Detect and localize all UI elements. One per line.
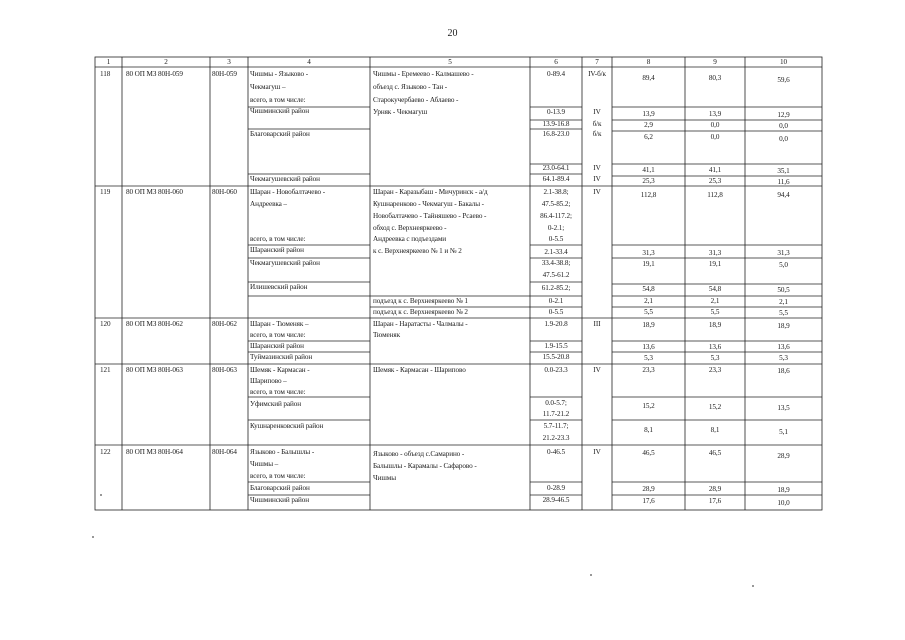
row-120-km: 1.9-20.8 <box>544 320 568 328</box>
page-number: 20 <box>447 28 458 39</box>
row-119-route-line-4: обход с. Верхнеяркеево - <box>373 224 447 232</box>
row-119-sub-4-col-10: 2,1 <box>779 298 788 306</box>
row-121-sub-1-col-10: 13,5 <box>777 404 790 412</box>
scan-speck <box>590 574 592 576</box>
row-119-col-9: 112,8 <box>707 191 723 199</box>
row-121-number: 121 <box>100 366 111 374</box>
row-119-sub-3-km: 61.2-85.2; <box>541 284 571 292</box>
row-121-sub-1-col-9: 15,2 <box>708 403 722 411</box>
row-119-sub-1-col-9: 31,3 <box>708 249 722 257</box>
row-120-col-10: 18,9 <box>777 322 790 330</box>
row-122-sub-1-km: 0-28.9 <box>547 484 565 492</box>
row-122-sub-2-col-9: 17,6 <box>708 497 722 505</box>
header-col-5: 5 <box>448 58 452 66</box>
row-122-category: IV <box>593 448 601 456</box>
row-120-col-8: 18,9 <box>642 321 655 329</box>
row-119-col-8: 112,8 <box>640 191 657 199</box>
row-122-sub-2-district: Чишминский район <box>250 496 309 504</box>
row-118-sub-4-km: 23.0-64.1 <box>542 164 570 172</box>
row-118-sub-3-col-9: 0,0 <box>710 133 720 141</box>
row-118-route-line-3: Старокучербаево - Аблаево - <box>373 96 459 104</box>
row-118-sub-5-district: Чекмагушевский район <box>250 175 320 183</box>
row-118-sub-2-col-10: 0,0 <box>779 122 788 130</box>
row-119-sub-2-district: Чекмагушевский район <box>250 259 320 267</box>
row-118-sub-5-category: IV <box>593 175 601 183</box>
row-121-sub-1-district: Уфимский район <box>250 400 301 408</box>
row-118-route-line-1: Чишмы - Еремеево - Калмашево - <box>373 70 474 78</box>
row-122-sub-2-col-10: 10,0 <box>777 499 790 507</box>
row-119-id: 80 ОП МЗ 80Н-060 <box>126 188 183 196</box>
row-119-sub-1-col-8: 31,3 <box>642 249 655 257</box>
row-121-sub-2-col-9: 8,1 <box>710 426 720 434</box>
row-122-code: 80Н-064 <box>212 448 237 456</box>
row-122-route-line-2: Балышлы - Карамалы - Сафарово - <box>373 462 477 470</box>
row-121-col-10: 18,6 <box>777 367 790 375</box>
row-119-sub-5-col-8: 5,5 <box>644 308 653 316</box>
row-120-sub-2-col-9: 5,3 <box>710 354 720 362</box>
row-120-sub-1-col-10: 13,6 <box>777 343 790 351</box>
row-122-col-9: 46,5 <box>708 449 722 457</box>
row-121-name-line-2: Шарипово – <box>250 377 287 385</box>
row-121-category: IV <box>593 366 601 374</box>
row-119-km-line-1: 2.1-38.8; <box>543 188 569 196</box>
row-122-sub-1-col-9: 28,9 <box>708 485 722 493</box>
row-120-name-line-1: Шаран - Тюменяк – <box>250 320 309 328</box>
row-122-sub-1-district: Благоварский район <box>250 484 310 492</box>
row-118-sub-1-category: IV <box>593 108 601 116</box>
row-119-sub-5-district: подъезд к с. Верхнеяркеево № 2 <box>373 308 468 316</box>
row-119-sub-4-col-8: 2,1 <box>644 297 653 305</box>
row-118-sub-5-col-8: 25,3 <box>642 177 655 185</box>
row-118-sub-2-category: б/к <box>592 120 602 128</box>
row-119-sub-1-km: 2.1-33.4 <box>544 248 568 256</box>
row-118-sub-4-category: IV <box>593 164 601 172</box>
row-120-number: 120 <box>100 320 111 328</box>
row-121-sub-2-col-10: 5,1 <box>779 428 788 436</box>
row-121-code: 80Н-063 <box>212 366 237 374</box>
row-119-route-line-6: к с. Верхнеяркеево № 1 и № 2 <box>373 247 462 255</box>
row-120-sub-1-col-9: 13,6 <box>708 343 722 351</box>
row-118-route-line-4: Урняк - Чекмагуш <box>373 108 428 116</box>
row-119-name-line-1: Шаран - Новобалтачево - <box>250 188 326 196</box>
row-122-name-line-1: Языково - Балышлы - <box>250 448 315 456</box>
row-121-sub-1-km-line-2: 11.7-21.2 <box>542 410 570 418</box>
row-120-sub-1-km: 1.9-15.5 <box>544 342 568 350</box>
row-119-sub-2-col-9: 19,1 <box>708 260 722 268</box>
header-col-3: 3 <box>227 58 231 66</box>
row-118-sub-5-col-10: 11,6 <box>777 178 790 186</box>
row-118-sub-1-col-8: 13,9 <box>642 110 655 118</box>
row-121-sub-2-km-line-1: 5.7-11.7; <box>543 422 569 430</box>
row-118-sub-4-col-10: 35,1 <box>777 167 790 175</box>
row-119-sub-1-district: Шаранский район <box>250 246 304 254</box>
row-119-sub-2-col-8: 19,1 <box>642 260 655 268</box>
row-119-route-line-3: Новобалтачево - Тайняшево - Рсаево - <box>373 212 487 220</box>
header-col-2: 2 <box>164 58 168 66</box>
row-120-sub-2-km: 15.5-20.8 <box>542 353 570 361</box>
row-119-sub-4-km: 0-2.1 <box>548 297 564 305</box>
scan-speck <box>752 585 754 587</box>
row-121-sub-2-col-8: 8,1 <box>644 426 653 434</box>
row-120-sub-2-col-10: 5,3 <box>779 354 788 362</box>
row-118-name-line-2: Чекмагуш – <box>250 83 286 91</box>
header-col-7: 7 <box>595 58 599 66</box>
header-col-8: 8 <box>646 58 651 66</box>
row-122-km: 0-46.5 <box>547 448 565 456</box>
row-119-sub-4-district: подъезд к с. Верхнеяркеево № 1 <box>373 297 468 305</box>
row-119-sub-5-km: 0-5.5 <box>548 308 564 316</box>
row-122-sub-1-col-8: 28,9 <box>642 485 655 493</box>
row-120-code: 80Н-062 <box>212 320 237 328</box>
row-118-sub-4-col-9: 41,1 <box>708 166 722 174</box>
row-119-number: 119 <box>100 188 111 196</box>
row-119-route-line-2: Кушнаренково - Чекмагуш - Бакалы - <box>373 200 484 208</box>
row-120-route-line-2: Тюменяк <box>373 331 400 339</box>
row-122-col-8: 46,5 <box>642 449 655 457</box>
row-120-name-line-2: всего, в том числе: <box>250 331 306 339</box>
row-120-category: III <box>593 320 601 328</box>
row-118-sub-3-km: 16.8-23.0 <box>542 130 570 138</box>
row-119-route-line-5: Андреевка с подъездами <box>373 235 447 243</box>
row-118-sub-1-col-9: 13,9 <box>708 110 722 118</box>
row-118-sub-4-col-8: 41,1 <box>642 166 655 174</box>
header-col-9: 9 <box>713 58 717 66</box>
row-122-sub-2-col-8: 17,6 <box>642 497 655 505</box>
row-122-name-line-2: Чишмы – <box>250 460 279 468</box>
row-118-col-10: 59,6 <box>777 76 790 84</box>
row-119-col-10: 94,4 <box>777 191 790 199</box>
row-118-sub-3-col-10: 0,0 <box>779 135 788 143</box>
row-118-sub-1-col-10: 12,9 <box>777 111 790 119</box>
row-118-name-line-3: всего, в том числе: <box>250 96 306 104</box>
row-118-sub-2-km: 13.9-16.8 <box>542 120 570 128</box>
row-119-sub-1-col-10: 31,3 <box>777 249 790 257</box>
row-121-sub-1-km-line-1: 0.0-5.7; <box>545 399 567 407</box>
row-120-id: 80 ОП МЗ 80Н-062 <box>126 320 183 328</box>
row-122-col-10: 28,9 <box>777 452 790 460</box>
header-col-10: 10 <box>780 58 787 66</box>
row-120-sub-2-col-8: 5,3 <box>644 354 653 362</box>
row-119-code: 80Н-060 <box>212 188 237 196</box>
row-120-route-line-1: Шаран - Наратасты - Чалмалы - <box>373 320 468 328</box>
row-118-sub-3-district: Благоварский район <box>250 130 310 138</box>
row-119-sub-2-km-line-2: 47.5-61.2 <box>542 271 570 279</box>
row-118-number: 118 <box>100 70 111 78</box>
row-118-code: 80Н-059 <box>212 70 237 78</box>
row-119-km-line-3: 86.4-117.2; <box>540 212 572 220</box>
row-118-sub-5-col-9: 25,3 <box>708 177 722 185</box>
row-120-sub-1-col-8: 13,6 <box>642 343 655 351</box>
row-119-sub-3-district: Илишевский район <box>250 283 308 291</box>
row-122-number: 122 <box>100 448 111 456</box>
row-118-category: IV-б/к <box>588 70 606 78</box>
row-122-route-line-1: Языково - объезд с.Самарино - <box>373 450 465 458</box>
row-119-sub-5-col-9: 5,5 <box>710 308 720 316</box>
row-119-route-line-1: Шаран - Каразыбаш - Мичуринск - а/д <box>373 188 488 196</box>
row-119-km-line-5: 0-5.5 <box>548 235 564 243</box>
row-119-sub-3-col-10: 50,5 <box>777 286 790 294</box>
row-121-km: 0.0-23.3 <box>544 366 568 374</box>
row-118-sub-5-km: 64.1-89.4 <box>542 175 570 183</box>
row-118-sub-1-km: 0-13.9 <box>547 108 565 116</box>
row-118-km: 0-89.4 <box>547 70 565 78</box>
row-118-sub-3-col-8: 6,2 <box>644 133 653 141</box>
row-119-sub-2-km-line-1: 33.4-38.8; <box>541 259 571 267</box>
row-119-km-line-4: 0-2.1; <box>547 224 565 232</box>
row-121-id: 80 ОП МЗ 80Н-063 <box>126 366 183 374</box>
row-122-route-line-3: Чишмы <box>373 474 396 482</box>
row-122-name-line-3: всего, в том числе: <box>250 472 306 480</box>
row-119-category: IV <box>593 188 601 196</box>
header-col-6: 6 <box>554 58 558 66</box>
row-119-sub-2-col-10: 5,0 <box>779 261 788 269</box>
row-121-sub-2-km-line-2: 21.2-23.3 <box>542 434 570 442</box>
row-118-route-line-2: объезд с. Языково - Тан - <box>373 83 448 91</box>
row-118-col-9: 80,3 <box>708 74 722 82</box>
row-121-name-line-1: Шемяк - Кармасан - <box>250 366 310 374</box>
row-122-sub-1-col-10: 18,9 <box>777 486 790 494</box>
row-120-sub-2-district: Туймазинский район <box>250 353 313 361</box>
row-119-name-line-3: всего, в том числе: <box>250 235 306 243</box>
header-col-1: 1 <box>106 58 111 66</box>
row-120-sub-1-district: Шаранский район <box>250 342 304 350</box>
row-119-km-line-2: 47.5-85.2; <box>541 200 571 208</box>
row-122-sub-2-km: 28.9-46.5 <box>542 496 570 504</box>
row-119-sub-3-col-8: 54,8 <box>642 285 655 293</box>
row-118-name-line-1: Чишмы - Языково - <box>250 70 309 78</box>
row-118-sub-1-district: Чишминский район <box>250 107 309 115</box>
row-118-sub-3-category: б/к <box>592 130 602 138</box>
row-120-col-9: 18,9 <box>708 321 722 329</box>
scan-speck <box>92 536 94 538</box>
row-118-id: 80 ОП МЗ 80Н-059 <box>126 70 183 78</box>
row-119-sub-5-col-10: 5,5 <box>779 309 788 317</box>
row-121-name-line-3: всего, в том числе: <box>250 388 306 396</box>
row-118-sub-2-col-9: 0,0 <box>710 121 720 129</box>
row-121-col-8: 23,3 <box>642 366 655 374</box>
scan-speck <box>100 494 102 496</box>
row-119-name-line-2: Андреевка – <box>250 200 287 208</box>
row-122-id: 80 ОП МЗ 80Н-064 <box>126 448 183 456</box>
row-121-sub-2-district: Кушнаренковский район <box>250 422 324 430</box>
row-121-sub-1-col-8: 15,2 <box>642 402 655 410</box>
header-col-4: 4 <box>307 58 311 66</box>
row-121-route-line-1: Шемяк - Кармасан - Шарипово <box>373 366 466 374</box>
row-118-sub-2-col-8: 2,9 <box>644 121 653 129</box>
row-119-sub-3-col-9: 54,8 <box>708 285 722 293</box>
row-121-col-9: 23,3 <box>708 366 722 374</box>
row-119-sub-4-col-9: 2,1 <box>710 297 720 305</box>
row-118-col-8: 89,4 <box>642 74 655 82</box>
